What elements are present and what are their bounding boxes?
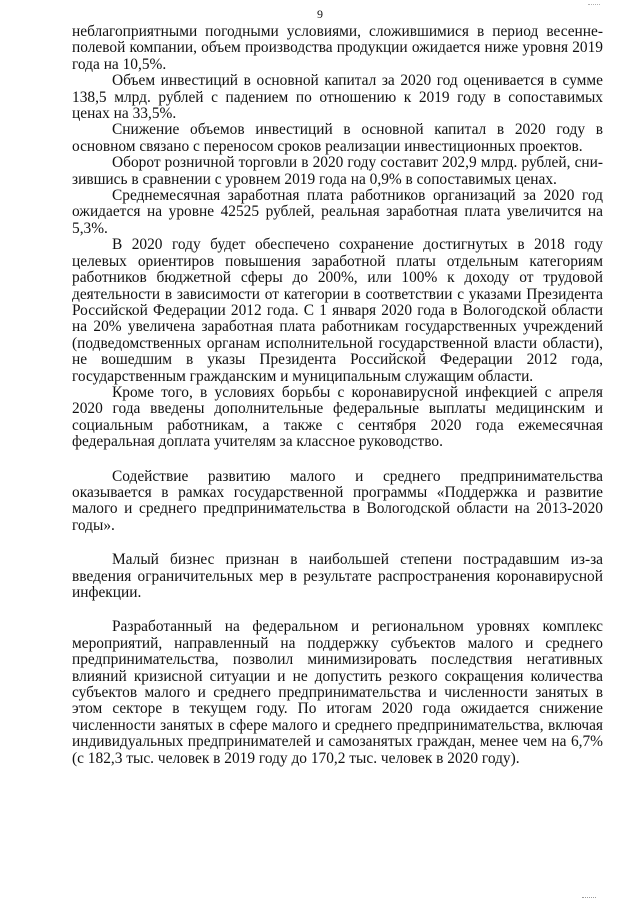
paragraph-sme-support: Содействие развитию малого и среднего предпринимательства оказывается в рамках государственной программы «Поддержка и развитие малого и среднего предпринимательства в Вологодской области на 2013-2020 годы». xyxy=(72,467,603,534)
paragraph-sme-measures: Разработанный на федеральном и региональном уровнях комплекс мероприятий, направленный на поддержку субъектов малого и среднего предпринимательства, позволил минимизировать последствия негативных влияний кризисной ситуации и не допустить резкого сокращения количества субъектов малого и среднего предпринимательства и численности занятых в этом секторе в текущем году. По итогам 2020 года ожидается снижение численности занятых в сфере малого и среднего предпринимательства, включая индивидуальных предпринимателей и самозанятых граждан, менее чем на 6,7% (с 182,3 тыс. человек в 2019 году до 170,2 тыс. человек в 2020 году). xyxy=(72,618,603,767)
paragraph-retail-turnover: Оборот розничной торговли в 2020 году составит 202,9 млрд. рублей, сни-зившись в сравнении с уровнем 2019 года на 0,9% в сопоставимых ценах. xyxy=(72,154,603,188)
paragraph-average-salary: Среднемесячная заработная плата работников организаций за 2020 год ожидается на уровне 42525 рублей, реальная заработная плата увеличится на 5,3%. xyxy=(72,187,603,237)
paragraph-covid-payments: Кроме того, в условиях борьбы с коронавирусной инфекцией с апреля 2020 года введены дополнительные федеральные выплаты медицинским и социальным работникам, а также с сентября 2020 года ежемесячная федеральная доплата учителям за классное руководство. xyxy=(72,383,603,451)
paragraph-investment: Объем инвестиций в основной капитал за 2020 год оценивается в сумме 138,5 млрд. рублей с падением по отношению к 2019 году в сопоставимых ценах на 33,5%. xyxy=(72,72,603,123)
paragraph-investment-decline: Снижение объемов инвестиций в основной капитал в 2020 году в основном связано с переносом сроков реализации инвестиционных проектов. xyxy=(72,121,603,155)
scan-mark-top xyxy=(588,4,600,6)
paragraph-salary-targets: В 2020 году будет обеспечено сохранение достигнутых в 2018 году целевых ориентиров повышения заработной платы отдельным категориям работников бюджетной сферы до 200%, или 100% к доходу от трудовой деятельности в зависимости от категории в соответствии с указами Президента Российской Федерации 2012 года. С 1 января 2020 года в Вологодской области на 20% увеличена заработная плата работникам государственных учреждений (подведомственных органам исполнительной государственной власти области), не вошедшим в указы Президента Российской Федерации 2012 года, государственным гражданским и муниципальным служащим области. xyxy=(72,236,603,385)
scan-mark-bottom xyxy=(582,897,596,899)
document-body xyxy=(72,24,603,767)
paragraph-agriculture-continued: неблагоприятными погодными условиями, сложившимися в период весенне-полевой компании, объем производства продукции ожидается ниже уровня 2019 года на 10,5%. xyxy=(72,23,603,73)
paragraph-small-business-impact: Малый бизнес признан в наибольшей степени пострадавшим из-за введения ограничительных мер в результате распространения коронавирусной инфекции. xyxy=(72,551,603,601)
page-number: 9 xyxy=(317,7,323,21)
